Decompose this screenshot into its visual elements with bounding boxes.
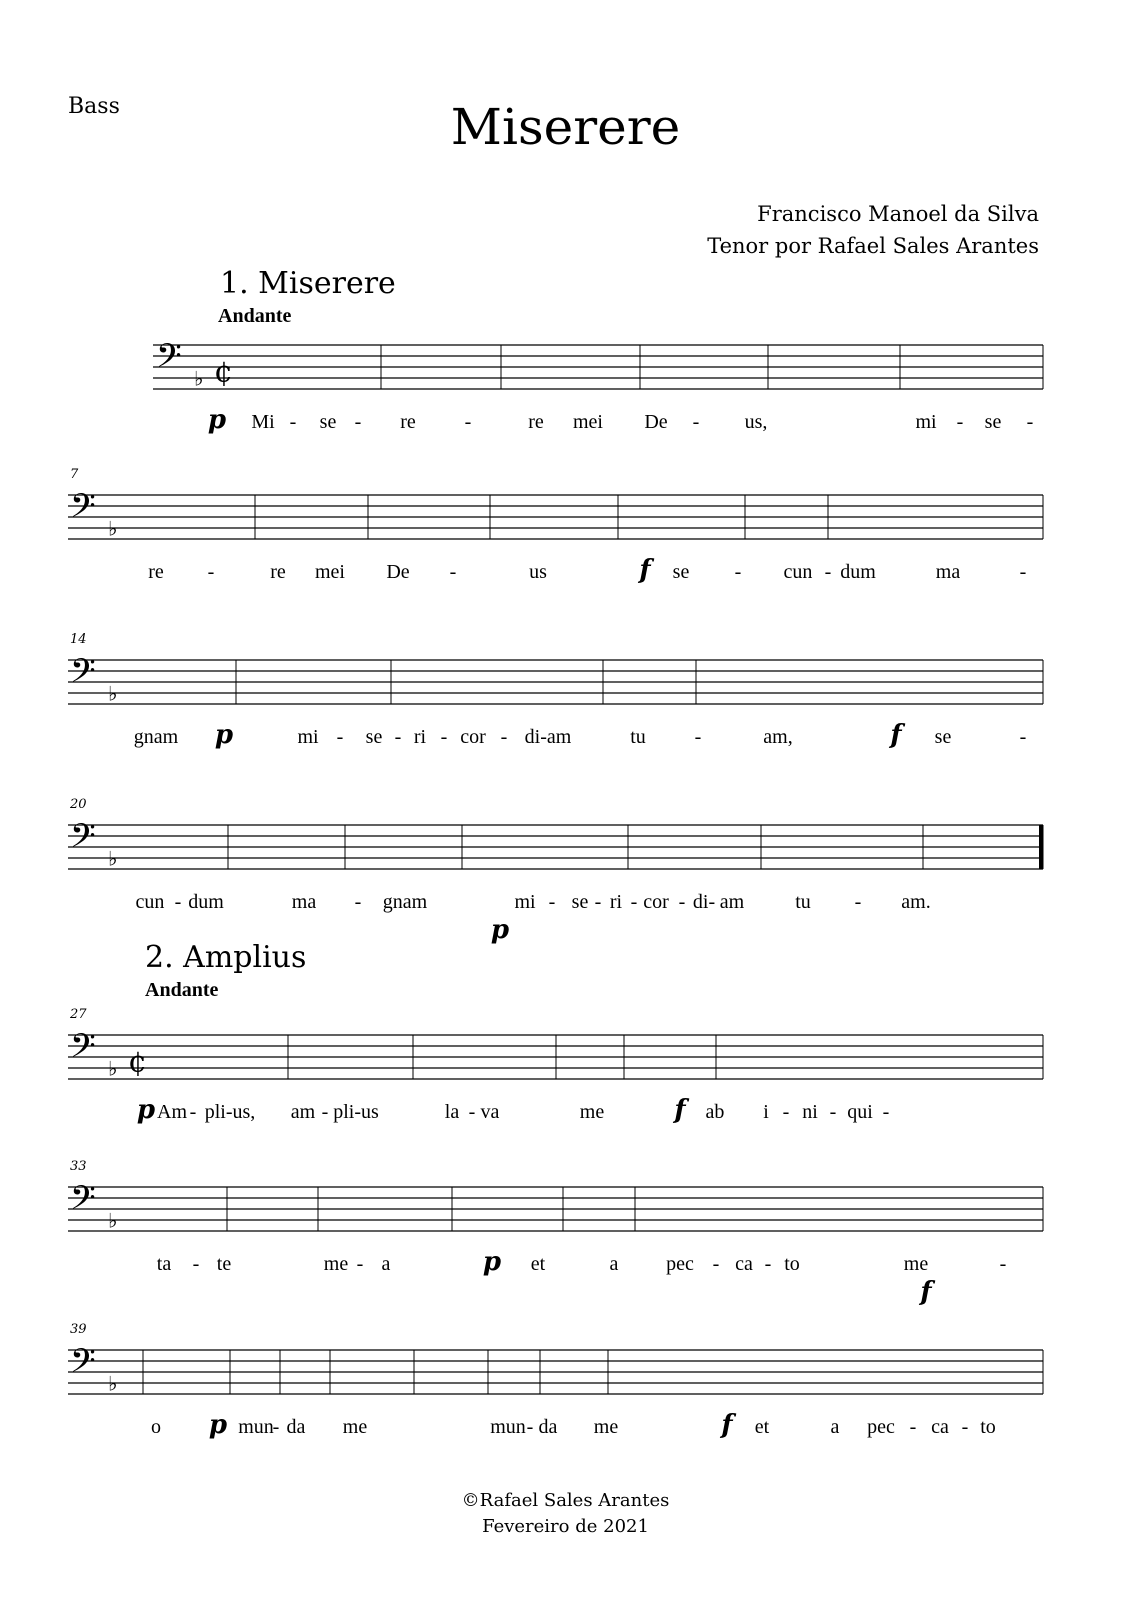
bass-clef-icon: 𝄢 bbox=[156, 337, 182, 384]
flat-icon: ♭ bbox=[108, 846, 118, 871]
measure-number: 33 bbox=[70, 1159, 87, 1174]
lyric-syllable: - bbox=[824, 561, 832, 583]
measure-number: 14 bbox=[70, 632, 87, 647]
cut-time-icon: ¢ bbox=[128, 1044, 148, 1080]
copyright: ©Rafael Sales Arantes bbox=[461, 1490, 670, 1511]
dynamic-p: p bbox=[490, 915, 510, 945]
lyric-syllable: re bbox=[528, 411, 544, 433]
lyric-syllable: Mi bbox=[251, 411, 275, 433]
lyric-syllable: ab bbox=[705, 1101, 725, 1123]
lyric-syllable: - bbox=[189, 1101, 197, 1123]
composer: Francisco Manoel da Silva bbox=[757, 202, 1039, 226]
lyric-syllable: - bbox=[854, 891, 862, 913]
lyric-syllable: am bbox=[719, 891, 745, 913]
lyric-syllable: mi bbox=[915, 411, 937, 433]
lyric-syllable: me bbox=[342, 1416, 368, 1438]
lyrics-line bbox=[68, 720, 1043, 756]
lyric-syllable: cun bbox=[135, 891, 165, 913]
lyric-syllable: am bbox=[290, 1101, 316, 1123]
lyric-syllable: a bbox=[830, 1416, 840, 1438]
staff-system-2 bbox=[68, 467, 1043, 600]
lyrics-line bbox=[68, 891, 1043, 945]
lyric-syllable: se bbox=[984, 411, 1002, 433]
lyric-syllable: se bbox=[319, 411, 337, 433]
lyric-syllable: am, bbox=[763, 726, 793, 748]
lyric-syllable: et bbox=[530, 1253, 546, 1275]
measure-number: 20 bbox=[70, 797, 87, 812]
lyric-syllable: ri bbox=[609, 891, 623, 913]
dynamic-p: p bbox=[207, 405, 227, 435]
lyric-syllable: ca bbox=[735, 1253, 753, 1275]
lyric-syllable: - bbox=[207, 561, 215, 583]
lyric-syllable: di-am bbox=[524, 726, 572, 748]
dynamic-f: f bbox=[639, 555, 651, 585]
lyric-syllable: - bbox=[712, 1253, 720, 1275]
lyric-syllable: - bbox=[548, 891, 556, 913]
lyric-syllable: ta bbox=[156, 1253, 172, 1275]
staff bbox=[68, 1320, 1043, 1404]
lyric-syllable: - bbox=[192, 1253, 200, 1275]
lyric-syllable: gnam bbox=[133, 726, 179, 748]
staff bbox=[68, 1150, 1043, 1241]
lyric-syllable: - bbox=[356, 1253, 364, 1275]
lyric-syllable: - bbox=[956, 411, 964, 433]
lyric-syllable: se bbox=[365, 726, 383, 748]
date: Fevereiro de 2021 bbox=[482, 1516, 649, 1537]
flat-icon: ♭ bbox=[108, 681, 118, 706]
measure-number: 7 bbox=[70, 467, 79, 482]
lyric-syllable: - bbox=[449, 561, 457, 583]
lyric-syllable: to bbox=[784, 1253, 800, 1275]
arranger: Tenor por Rafael Sales Arantes bbox=[707, 234, 1039, 258]
staff bbox=[68, 1000, 1043, 1089]
lyrics-line bbox=[68, 1095, 1043, 1131]
lyric-syllable: ri bbox=[413, 726, 427, 748]
lyric-syllable: me bbox=[579, 1101, 605, 1123]
bass-clef-icon: 𝄢 bbox=[70, 1342, 96, 1389]
cut-time-icon: ¢ bbox=[214, 354, 234, 390]
lyric-syllable: a bbox=[381, 1253, 391, 1275]
bass-clef-icon: 𝄢 bbox=[70, 652, 96, 699]
lyric-syllable: mi bbox=[297, 726, 319, 748]
lyric-syllable: ni bbox=[802, 1101, 818, 1123]
dynamic-f: f bbox=[920, 1277, 932, 1307]
lyric-syllable: cor bbox=[643, 891, 669, 913]
lyric-syllable: - bbox=[336, 726, 344, 748]
lyric-syllable: me bbox=[903, 1253, 929, 1275]
lyric-syllable: pec bbox=[666, 1253, 694, 1275]
lyric-syllable: la bbox=[444, 1101, 460, 1123]
staff bbox=[68, 790, 1043, 879]
lyric-syllable: - bbox=[272, 1416, 280, 1438]
lyric-syllable: ma bbox=[935, 561, 961, 583]
page-title: Miserere bbox=[450, 98, 681, 156]
lyric-syllable: di- bbox=[692, 891, 716, 913]
lyric-syllable: - bbox=[764, 1253, 772, 1275]
dynamic-f: f bbox=[674, 1095, 686, 1125]
lyric-syllable: - bbox=[692, 411, 700, 433]
lyric-syllable: da bbox=[286, 1416, 306, 1438]
lyric-syllable: dum bbox=[840, 561, 876, 583]
lyric-syllable: - bbox=[354, 411, 362, 433]
lyric-syllable: o bbox=[151, 1416, 161, 1438]
staff-system-1 bbox=[68, 337, 1043, 455]
credits bbox=[707, 198, 1039, 262]
lyric-syllable: - bbox=[999, 1253, 1007, 1275]
lyric-syllable: ca bbox=[931, 1416, 949, 1438]
bass-clef-icon: 𝄢 bbox=[70, 487, 96, 534]
lyric-syllable: se bbox=[571, 891, 589, 913]
lyric-syllable: a bbox=[609, 1253, 619, 1275]
flat-icon: ♭ bbox=[108, 1056, 118, 1081]
lyric-syllable: - bbox=[440, 726, 448, 748]
staff bbox=[68, 337, 1043, 399]
lyrics-line bbox=[68, 555, 1043, 591]
lyric-syllable: mun bbox=[490, 1416, 526, 1438]
staff bbox=[68, 470, 1043, 549]
flat-icon: ♭ bbox=[108, 1371, 118, 1396]
lyrics-line bbox=[68, 1410, 1043, 1446]
lyric-syllable: - bbox=[1019, 561, 1027, 583]
dynamic-p: p bbox=[136, 1095, 156, 1125]
lyric-syllable: - bbox=[468, 1101, 476, 1123]
lyric-syllable: me bbox=[323, 1253, 349, 1275]
lyric-syllable: to bbox=[980, 1416, 996, 1438]
staff-system-3 bbox=[68, 630, 1043, 760]
lyric-syllable: - bbox=[1026, 411, 1034, 433]
lyric-syllable: mei bbox=[315, 561, 345, 583]
staff-system-4 bbox=[68, 790, 1043, 945]
lyrics-line bbox=[68, 405, 1043, 441]
bass-clef-icon: 𝄢 bbox=[70, 817, 96, 864]
lyric-syllable: Am bbox=[157, 1101, 187, 1123]
lyric-syllable: am. bbox=[901, 891, 931, 913]
tempo-marking-2: Andante bbox=[145, 979, 219, 1001]
part-name: Bass bbox=[68, 94, 120, 119]
lyric-syllable: et bbox=[754, 1416, 770, 1438]
lyric-syllable: te bbox=[216, 1253, 232, 1275]
lyric-syllable: - bbox=[1019, 726, 1027, 748]
lyric-syllable: - bbox=[734, 561, 742, 583]
lyric-syllable: De bbox=[386, 561, 410, 583]
flat-icon: ♭ bbox=[194, 366, 204, 391]
lyric-syllable: - bbox=[289, 411, 297, 433]
lyric-syllable: - bbox=[500, 726, 508, 748]
staff-system-5 bbox=[68, 1000, 1043, 1130]
lyric-syllable: - bbox=[394, 726, 402, 748]
lyric-syllable: re bbox=[270, 561, 286, 583]
lyric-syllable: us bbox=[529, 561, 547, 583]
bass-clef-icon: 𝄢 bbox=[70, 1027, 96, 1074]
lyric-syllable: ma bbox=[291, 891, 317, 913]
lyric-syllable: dum bbox=[188, 891, 224, 913]
lyric-syllable: - bbox=[678, 891, 686, 913]
lyric-syllable: - bbox=[174, 891, 182, 913]
dynamic-f: f bbox=[890, 720, 902, 750]
lyric-syllable: - bbox=[882, 1101, 890, 1123]
dynamic-p: p bbox=[214, 720, 234, 750]
lyric-syllable: - bbox=[526, 1416, 534, 1438]
lyric-syllable: qui bbox=[847, 1101, 873, 1123]
section-title-2: 2. Amplius bbox=[145, 940, 307, 975]
tempo-marking-1: Andante bbox=[218, 305, 292, 327]
lyric-syllable: - bbox=[354, 891, 362, 913]
lyric-syllable: - bbox=[594, 891, 602, 913]
lyric-syllable: mei bbox=[573, 411, 603, 433]
lyric-syllable: gnam bbox=[382, 891, 428, 913]
measure-number: 27 bbox=[70, 1007, 87, 1022]
lyric-syllable: cun bbox=[783, 561, 813, 583]
lyric-syllable: tu bbox=[630, 726, 646, 748]
lyric-syllable: - bbox=[464, 411, 472, 433]
staff-system-7 bbox=[68, 1320, 1043, 1450]
lyric-syllable: - bbox=[321, 1101, 329, 1123]
lyric-syllable: va bbox=[480, 1101, 500, 1123]
flat-icon: ♭ bbox=[108, 1208, 118, 1233]
lyric-syllable: se bbox=[934, 726, 952, 748]
section-title-1: 1. Miserere bbox=[220, 266, 396, 301]
measure-number: 39 bbox=[70, 1322, 87, 1337]
lyrics-line bbox=[68, 1247, 1043, 1307]
dynamic-f: f bbox=[721, 1410, 733, 1440]
lyric-syllable: pli-us, bbox=[204, 1101, 256, 1123]
lyric-syllable: se bbox=[672, 561, 690, 583]
lyric-syllable: re bbox=[400, 411, 416, 433]
lyric-syllable: pli-us bbox=[333, 1101, 379, 1123]
lyric-syllable: mun bbox=[238, 1416, 274, 1438]
lyric-syllable: da bbox=[538, 1416, 558, 1438]
flat-icon: ♭ bbox=[108, 516, 118, 541]
lyric-syllable: mi bbox=[514, 891, 536, 913]
lyric-syllable: tu bbox=[795, 891, 811, 913]
lyric-syllable: - bbox=[630, 891, 638, 913]
dynamic-p: p bbox=[208, 1410, 228, 1440]
lyric-syllable: re bbox=[148, 561, 164, 583]
dynamic-p: p bbox=[482, 1247, 502, 1277]
bass-clef-icon: 𝄢 bbox=[70, 1179, 96, 1226]
lyric-syllable: - bbox=[694, 726, 702, 748]
lyric-syllable: De bbox=[644, 411, 668, 433]
lyric-syllable: cor bbox=[460, 726, 486, 748]
lyric-syllable: - bbox=[829, 1101, 837, 1123]
lyric-syllable: i bbox=[763, 1101, 769, 1123]
footer bbox=[0, 1488, 1131, 1540]
lyric-syllable: - bbox=[961, 1416, 969, 1438]
lyric-syllable: - bbox=[782, 1101, 790, 1123]
staff-system-6 bbox=[68, 1150, 1043, 1307]
lyric-syllable: us, bbox=[744, 411, 768, 433]
staff bbox=[68, 630, 1043, 714]
lyric-syllable: me bbox=[593, 1416, 619, 1438]
lyric-syllable: pec bbox=[867, 1416, 895, 1438]
lyric-syllable: - bbox=[909, 1416, 917, 1438]
